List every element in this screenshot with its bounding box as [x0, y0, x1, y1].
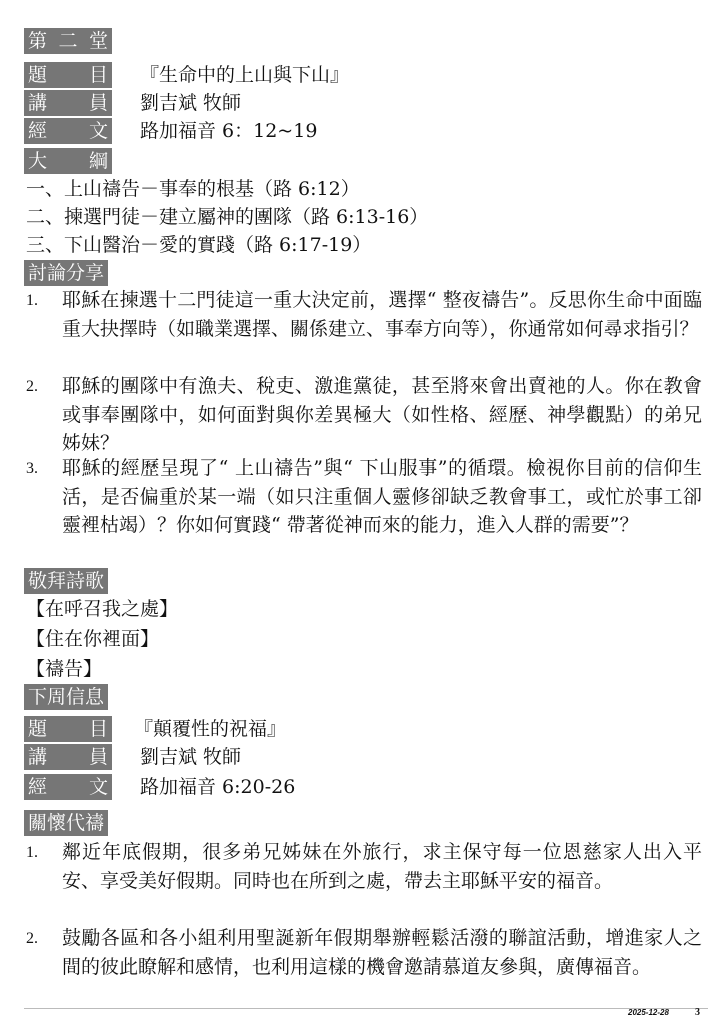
prayer-label: 關懷代禱	[24, 810, 108, 836]
sermon-speaker: 劉吉斌 牧師	[140, 92, 242, 114]
discussion-label: 討論分享	[24, 260, 108, 286]
label-char: 堂	[88, 30, 108, 52]
discussion-number: 3.	[26, 460, 38, 477]
label-char: 二	[58, 30, 78, 52]
footer-date: 2025-12-28	[628, 1008, 669, 1017]
next-week-label: 下周信息	[24, 684, 108, 710]
label-char: 目	[88, 718, 108, 740]
label-char: 經	[28, 776, 48, 798]
worship-label: 敬拜詩歌	[24, 568, 108, 594]
prayer-number: 2.	[26, 930, 38, 947]
scripture-label	[24, 118, 112, 144]
label-char: 員	[88, 746, 108, 768]
next-speaker-label	[24, 744, 112, 770]
label-char: 文	[88, 120, 108, 142]
footer-divider	[24, 1008, 708, 1009]
prayer-item: 鼓勵各區和各小組利用聖誕新年假期舉辦輕鬆活潑的聯誼活動，增進家人之間的彼此瞭解和感情，也利用這樣的機會邀請慕道友參與，廣傳福音。	[62, 927, 702, 978]
sermon-scripture: 路加福音 6：12~19	[140, 120, 318, 142]
outline-item: 一、上山禱告－事奉的根基（路 6:12）	[26, 178, 360, 200]
discussion-item: 耶穌的團隊中有漁夫、稅吏、激進黨徒，甚至將來會出賣祂的人。你在教會或事奉團隊中，如何面對與你差異極大（如性格、經歷、神學觀點）的弟兄姊妹？	[62, 375, 702, 454]
outline-label	[24, 148, 112, 174]
outline-item: 三、下山醫治－愛的實踐（路 6:17-19）	[26, 234, 372, 256]
outline-item: 二、揀選門徒－建立屬神的團隊（路 6:13-16）	[26, 206, 429, 228]
song-item: 【禱告】	[26, 658, 103, 680]
next-topic-label	[24, 716, 112, 742]
next-scripture: 路加福音 6:20-26	[140, 776, 296, 798]
sermon-title: 『生命中的上山與下山』	[140, 64, 350, 86]
prayer-item: 鄰近年底假期，很多弟兄姊妹在外旅行，求主保守每一位恩慈家人出入平安、享受美好假期。同時也在所到之處，帶去主耶穌平安的福音。	[62, 841, 702, 892]
discussion-number: 2.	[26, 378, 38, 395]
song-item: 【在呼召我之處】	[26, 598, 179, 620]
next-speaker: 劉吉斌 牧師	[140, 746, 242, 768]
song-item: 【住在你裡面】	[26, 628, 160, 650]
label-char: 經	[28, 120, 48, 142]
speaker-label	[24, 90, 112, 116]
next-title: 『顛覆性的祝福』	[134, 718, 287, 740]
label-char: 文	[88, 776, 108, 798]
label-char: 講	[28, 746, 48, 768]
section-label	[24, 28, 112, 54]
label-char: 大	[28, 150, 48, 172]
topic-label	[24, 62, 112, 88]
label-char: 講	[28, 92, 48, 114]
prayer-number: 1.	[26, 844, 38, 861]
discussion-item: 耶穌在揀選十二門徒這一重大決定前，選擇“ 整夜禱告”。反思你生命中面臨重大抉擇時（如職業選擇、關係建立、事奉方向等），你通常如何尋求指引？	[62, 289, 702, 340]
label-char: 員	[88, 92, 108, 114]
discussion-number: 1.	[26, 292, 38, 309]
label-char: 第	[28, 30, 48, 52]
page-number: 3	[695, 1007, 700, 1018]
label-char: 目	[88, 64, 108, 86]
discussion-item: 耶穌的經歷呈現了“ 上山禱告”與“ 下山服事”的循環。檢視你目前的信仰生活，是否偏重於某一端（如只注重個人靈修卻缺乏教會事工，或忙於事工卻靈裡枯竭）？你如何實踐“ 帶著從神而來的能力，進入人群的需要”？	[62, 457, 702, 536]
next-scripture-label	[24, 774, 112, 800]
label-char: 題	[28, 718, 48, 740]
label-char: 題	[28, 64, 48, 86]
label-char: 綱	[88, 150, 108, 172]
